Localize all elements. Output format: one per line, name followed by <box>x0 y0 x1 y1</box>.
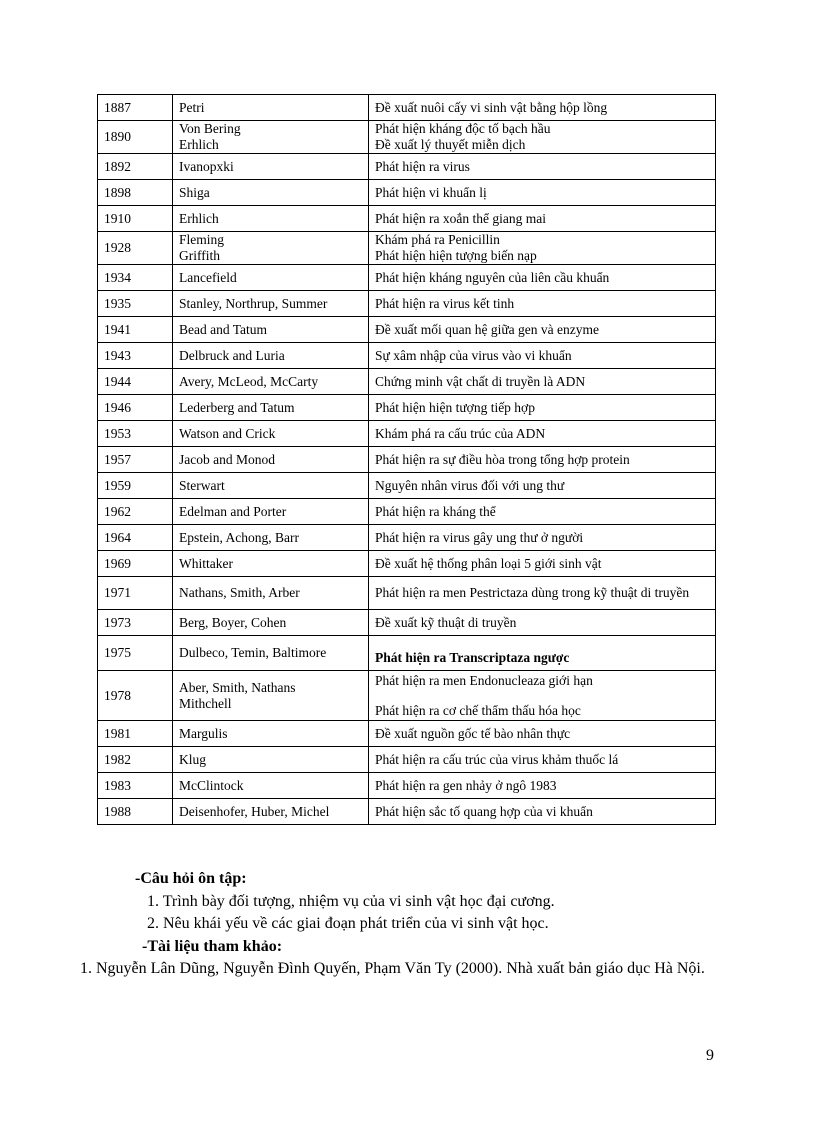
discovery-cell <box>369 154 716 180</box>
scientist-cell <box>173 799 369 825</box>
scientist-name: Shiga <box>179 184 210 200</box>
discovery-cell <box>369 317 716 343</box>
year-cell: 1969 <box>98 551 173 577</box>
discovery-text: Đề xuất mối quan hệ giữa gen và enzyme <box>375 321 599 337</box>
discovery-cell <box>369 773 716 799</box>
scientist-name: Whittaker <box>179 555 233 571</box>
scientist-cell <box>173 447 369 473</box>
discovery-text: Phát hiện ra kháng thể <box>375 503 496 519</box>
scientist-name: Edelman and Porter <box>179 503 287 519</box>
discovery-cell <box>369 577 716 610</box>
scientist-name: Avery, McLeod, McCarty <box>179 373 319 389</box>
discovery-cell <box>369 499 716 525</box>
timeline-row <box>98 180 716 206</box>
timeline-row <box>98 525 716 551</box>
review-question: 1. Trình bày đối tượng, nhiệm vụ của vi sinh vật học đại cương. <box>147 892 555 910</box>
timeline-row <box>98 473 716 499</box>
timeline-row <box>98 610 716 636</box>
scientist-name: Watson and Crick <box>179 425 276 441</box>
scientist-cell <box>173 499 369 525</box>
timeline-row <box>98 369 716 395</box>
discovery-text: Phát hiện ra men Endonucleaza giới hạn <box>375 672 593 688</box>
discovery-cell <box>369 671 716 721</box>
year-cell: 1971 <box>98 577 173 610</box>
scientist-name: Epstein, Achong, Barr <box>179 529 299 545</box>
discovery-cell <box>369 799 716 825</box>
year-cell: 1928 <box>98 232 173 265</box>
discovery-text: Sự xâm nhập của virus vào vi khuẩn <box>375 347 572 363</box>
discovery-cell <box>369 232 716 265</box>
discovery-text: Phát hiện ra sự điều hòa trong tổng hợp protein <box>375 451 630 467</box>
timeline-row <box>98 799 716 825</box>
page-number: 9 <box>706 1047 714 1064</box>
review-section <box>80 868 730 981</box>
discovery-cell <box>369 95 716 121</box>
review-question: 2. Nêu khái yếu về các giai đoạn phát triển của vi sinh vật học. <box>147 915 549 932</box>
scientist-cell <box>173 747 369 773</box>
discovery-cell <box>369 121 716 154</box>
year-cell: 1978 <box>98 671 173 721</box>
discovery-text: Đề xuất nuôi cấy vi sinh vật bằng hộp lồng <box>375 99 608 115</box>
year-cell: 1892 <box>98 154 173 180</box>
timeline-row <box>98 154 716 180</box>
scientist-cell <box>173 369 369 395</box>
discovery-cell <box>369 395 716 421</box>
year-cell: 1973 <box>98 610 173 636</box>
discovery-text: Phát hiện ra cấu trúc của virus khảm thuốc lá <box>375 751 619 767</box>
scientist-cell <box>173 773 369 799</box>
scientist-cell <box>173 473 369 499</box>
scientist-cell <box>173 395 369 421</box>
year-cell: 1962 <box>98 499 173 525</box>
scientist-name: Erhlich <box>179 210 219 226</box>
timeline-row <box>98 577 716 610</box>
timeline-row <box>98 551 716 577</box>
discovery-text: Phát hiện vi khuẩn lị <box>375 184 487 200</box>
year-cell: 1943 <box>98 343 173 369</box>
discovery-cell <box>369 447 716 473</box>
discovery-cell <box>369 636 716 671</box>
scientist-cell <box>173 121 369 154</box>
year-cell: 1982 <box>98 747 173 773</box>
discovery-text: Phát hiện ra cơ chế thẩm thấu hóa học <box>375 702 581 718</box>
discovery-text: Đề xuất nguồn gốc tế bào nhân thực <box>375 725 571 741</box>
year-cell: 1959 <box>98 473 173 499</box>
year-cell: 1890 <box>98 121 173 154</box>
scientist-name: Lancefield <box>179 269 237 285</box>
timeline-row <box>98 343 716 369</box>
discovery-text: Phát hiện ra virus gây ung thư ở người <box>375 529 584 545</box>
scientist-name: Nathans, Smith, Arber <box>179 585 300 600</box>
discovery-text: Đề xuất hệ thống phân loại 5 giới sinh vật <box>375 555 602 571</box>
discovery-cell <box>369 525 716 551</box>
scientist-cell <box>173 421 369 447</box>
year-cell: 1983 <box>98 773 173 799</box>
discovery-text: Khám phá ra Penicillin <box>375 232 500 247</box>
timeline-row <box>98 265 716 291</box>
scientist-cell <box>173 232 369 265</box>
scientist-name: Bead and Tatum <box>179 321 268 337</box>
scientist-name: Von Bering <box>179 121 241 136</box>
scientist-cell <box>173 671 369 721</box>
scientist-name: Jacob and Monod <box>179 451 275 467</box>
discovery-cell <box>369 421 716 447</box>
discovery-text: Khám phá ra cấu trúc của ADN <box>375 425 546 441</box>
discovery-cell <box>369 343 716 369</box>
scientist-name: Stanley, Northrup, Summer <box>179 295 328 311</box>
scientist-name: Petri <box>179 99 205 115</box>
scientist-cell <box>173 721 369 747</box>
scientist-cell <box>173 525 369 551</box>
scientist-name: Ivanopxki <box>179 158 234 174</box>
year-cell: 1941 <box>98 317 173 343</box>
discovery-text: Phát hiện kháng nguyên của liên cầu khuẩn <box>375 269 610 285</box>
year-cell: 1934 <box>98 265 173 291</box>
discovery-text: Phát hiện ra Transcriptaza ngược <box>375 650 570 665</box>
scientist-name: Sterwart <box>179 477 225 493</box>
discovery-text: Đề xuất kỹ thuật di truyền <box>375 614 517 630</box>
year-cell: 1981 <box>98 721 173 747</box>
discovery-cell <box>369 265 716 291</box>
timeline-row <box>98 121 716 154</box>
year-cell: 1910 <box>98 206 173 232</box>
year-cell: 1964 <box>98 525 173 551</box>
discovery-cell <box>369 721 716 747</box>
timeline-row <box>98 499 716 525</box>
discovery-text: Phát hiện hiện tượng tiếp hợp <box>375 399 535 415</box>
scientist-name: Delbruck and Luria <box>179 347 285 363</box>
scientist-name: Berg, Boyer, Cohen <box>179 614 287 630</box>
scientist-cell <box>173 577 369 610</box>
scientist-name: Lederberg and Tatum <box>179 399 295 415</box>
scientist-cell <box>173 551 369 577</box>
discovery-text: Đề xuất lý thuyết miễn dịch <box>375 137 526 152</box>
discovery-text: Nguyên nhân virus đối với ung thư <box>375 477 565 493</box>
timeline-row <box>98 773 716 799</box>
scientist-cell <box>173 265 369 291</box>
scientist-cell <box>173 291 369 317</box>
year-cell: 1887 <box>98 95 173 121</box>
scientist-name: Erhlich <box>179 137 219 152</box>
scientist-cell <box>173 343 369 369</box>
timeline-row <box>98 447 716 473</box>
timeline-row <box>98 291 716 317</box>
scientist-cell <box>173 636 369 671</box>
scientist-cell <box>173 317 369 343</box>
year-cell: 1935 <box>98 291 173 317</box>
discovery-cell <box>369 369 716 395</box>
discovery-cell <box>369 206 716 232</box>
timeline-row <box>98 671 716 721</box>
scientist-cell <box>173 610 369 636</box>
discovery-text: Phát hiện kháng độc tố bạch hầu <box>375 121 551 136</box>
discovery-text: Chứng minh vật chất di truyền là ADN <box>375 373 586 389</box>
discovery-cell <box>369 551 716 577</box>
scientist-cell <box>173 154 369 180</box>
scientist-cell <box>173 180 369 206</box>
references-heading: -Tài liệu tham khảo: <box>142 937 283 955</box>
scientist-cell <box>173 95 369 121</box>
discovery-timeline-table <box>97 94 716 825</box>
year-cell: 1898 <box>98 180 173 206</box>
year-cell: 1975 <box>98 636 173 671</box>
discovery-text: Phát hiện ra virus kết tinh <box>375 295 515 311</box>
scientist-name: McClintock <box>179 777 244 793</box>
discovery-text: Phát hiện ra xoắn thể giang mai <box>375 210 546 226</box>
timeline-row <box>98 232 716 265</box>
discovery-text: Phát hiện hiện tượng biến nạp <box>375 248 537 263</box>
year-cell: 1953 <box>98 421 173 447</box>
timeline-row <box>98 636 716 671</box>
review-questions-heading: -Câu hỏi ôn tập: <box>135 870 247 887</box>
discovery-text: Phát hiện ra gen nhảy ở ngô 1983 <box>375 777 557 793</box>
scientist-name: Margulis <box>179 725 228 741</box>
discovery-text: Phát hiện ra virus <box>375 158 470 174</box>
discovery-text: Phát hiện ra men Pestrictaza dùng trong kỹ thuật di truyền <box>375 585 690 600</box>
discovery-cell <box>369 180 716 206</box>
year-cell: 1957 <box>98 447 173 473</box>
discovery-cell <box>369 747 716 773</box>
scientist-name: Dulbeco, Temin, Baltimore <box>179 645 327 660</box>
timeline-row <box>98 421 716 447</box>
discovery-text: Phát hiện sắc tố quang hợp của vi khuẩn <box>375 803 593 819</box>
scientist-name: Klug <box>179 751 206 767</box>
year-cell: 1944 <box>98 369 173 395</box>
scientist-name: Deisenhofer, Huber, Michel <box>179 803 330 819</box>
discovery-cell <box>369 291 716 317</box>
scientist-name: Griffith <box>179 248 220 263</box>
scientist-cell <box>173 206 369 232</box>
timeline-row <box>98 395 716 421</box>
timeline-row <box>98 721 716 747</box>
year-cell: 1988 <box>98 799 173 825</box>
timeline-row <box>98 206 716 232</box>
discovery-cell <box>369 473 716 499</box>
discovery-cell <box>369 610 716 636</box>
timeline-body <box>98 95 716 825</box>
scientist-name: Aber, Smith, Nathans <box>179 679 296 695</box>
timeline-row <box>98 95 716 121</box>
timeline-row <box>98 317 716 343</box>
scientist-name: Mithchell <box>179 695 232 711</box>
scientist-name: Fleming <box>179 232 225 247</box>
year-cell: 1946 <box>98 395 173 421</box>
timeline-row <box>98 747 716 773</box>
reference-item: 1. Nguyễn Lân Dũng, Nguyễn Đình Quyến, Phạm Văn Ty (2000). Nhà xuất bản giáo dục Hà Nội. <box>80 960 705 977</box>
